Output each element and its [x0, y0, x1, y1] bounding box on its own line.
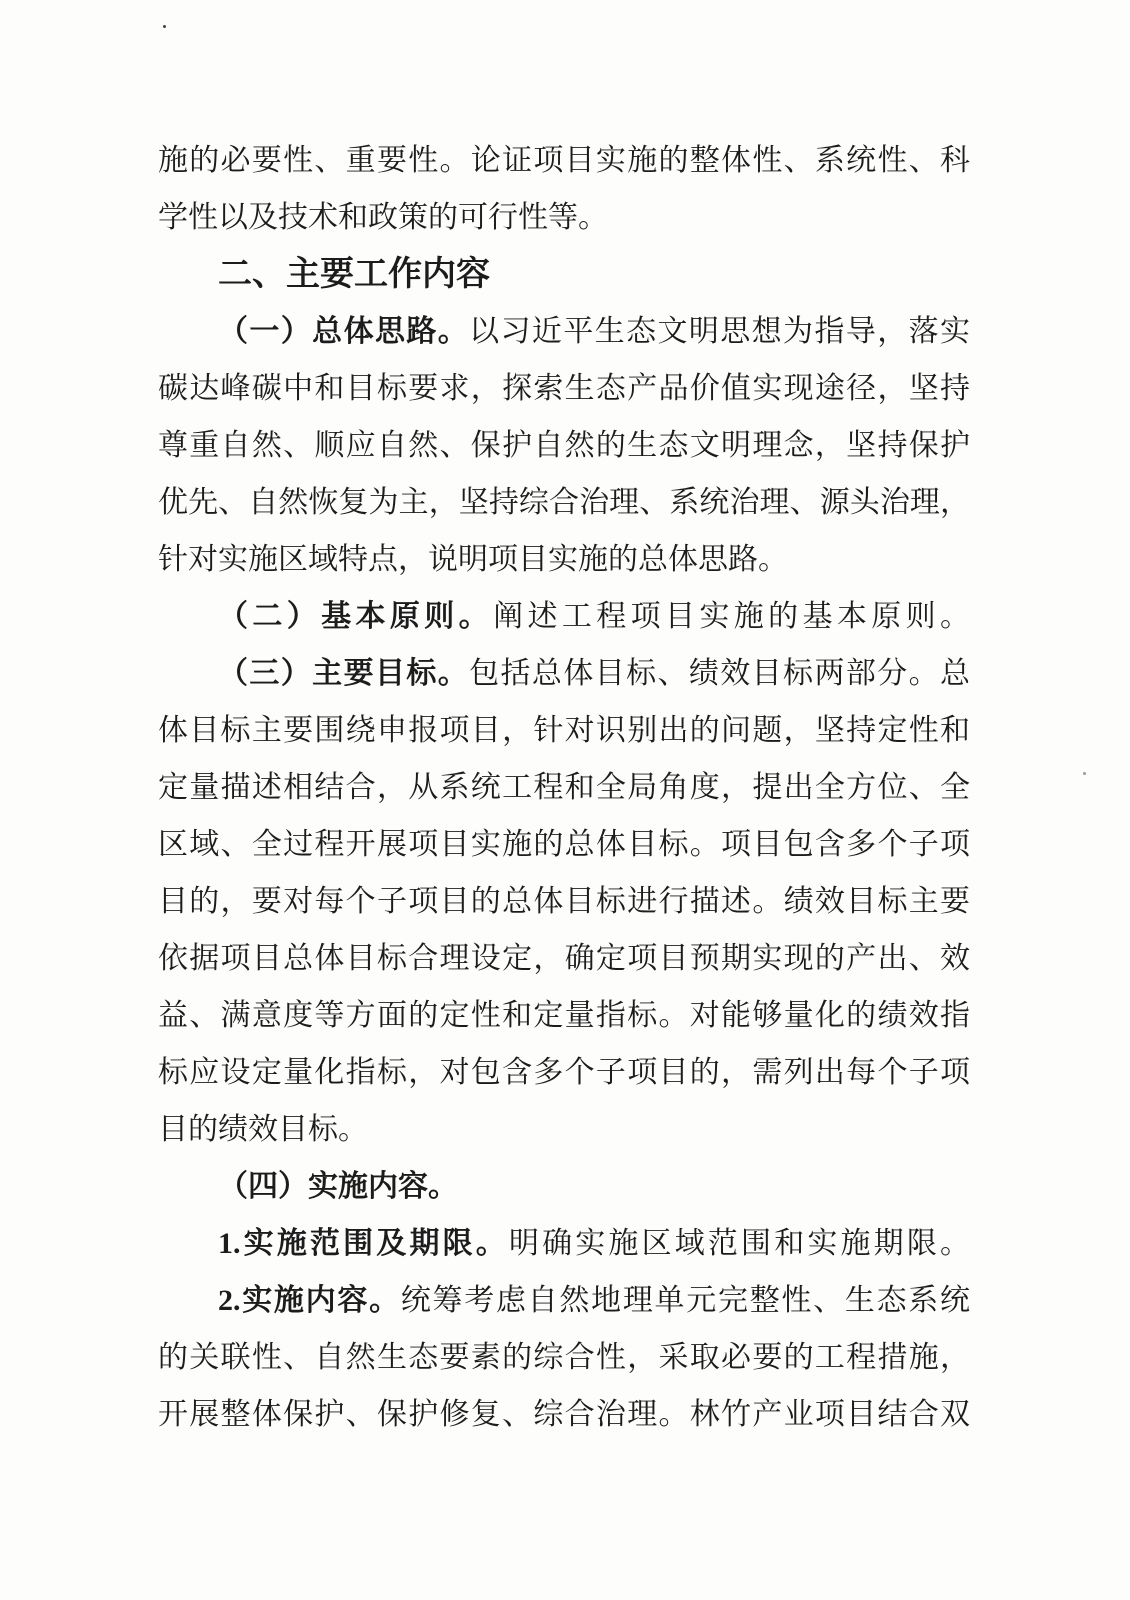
text-line [158, 360, 970, 417]
text-segment: 施的必要性、重要性。论证项目实施的整体性、系统性、科 [158, 144, 970, 177]
text-segment: 针对实施区域特点，说明项目实施的总体思路。 [158, 543, 788, 576]
text-line [158, 588, 970, 645]
scan-speck [163, 25, 166, 28]
text-segment: 尊重自然、顺应自然、保护自然的生态文明理念，坚持保护 [158, 429, 970, 462]
text-segment: 阐述工程项目实施的基本原则。 [493, 600, 971, 633]
bold-text-segment: 二、主要工作内容 [218, 255, 490, 293]
text-line [158, 1272, 970, 1329]
text-segment: 的关联性、自然生态要素的综合性，采取必要的工程措施， [158, 1341, 970, 1374]
text-line [158, 417, 970, 474]
text-segment: 开展整体保护、保护修复、综合治理。林竹产业项目结合双 [158, 1398, 970, 1431]
text-segment: 统筹考虑自然地理单元完整性、生态系统 [400, 1284, 971, 1317]
text-line [158, 1386, 970, 1443]
bold-text-segment: （一）总体思路。 [218, 315, 470, 348]
text-segment: 碳达峰碳中和目标要求，探索生态产品价值实现途径，坚持 [158, 372, 970, 405]
text-segment: 目的绩效目标。 [158, 1113, 368, 1146]
text-segment: 体目标主要围绕申报项目，针对识别出的问题，坚持定性和 [158, 714, 970, 747]
section-heading [158, 246, 970, 303]
text-line [158, 1158, 970, 1215]
text-line [158, 816, 970, 873]
scan-speck [1083, 772, 1086, 775]
text-line [158, 873, 970, 930]
text-line [158, 189, 970, 246]
text-block [158, 132, 970, 1443]
text-segment: 包括总体目标、绩效目标两部分。总 [469, 657, 971, 690]
text-segment: 区域、全过程开展项目实施的总体目标。项目包含多个子项 [158, 828, 970, 861]
text-line [158, 132, 970, 189]
text-line [158, 1101, 970, 1158]
bold-text-segment: 1.实施范围及期限。 [218, 1227, 509, 1260]
bold-text-segment: （三）主要目标。 [218, 657, 470, 690]
text-line [158, 531, 970, 588]
text-segment: 依据项目总体目标合理设定，确定项目预期实现的产出、效 [158, 942, 970, 975]
text-segment: 明确实施区域范围和实施期限。 [508, 1227, 971, 1260]
text-line [158, 1215, 970, 1272]
text-line [158, 702, 970, 759]
text-segment: 以习近平生态文明思想为指导，落实 [469, 315, 971, 348]
text-line [158, 474, 970, 531]
text-line [158, 1044, 970, 1101]
text-line [158, 645, 970, 702]
text-line [158, 930, 970, 987]
text-segment: 学性以及技术和政策的可行性等。 [158, 201, 608, 234]
text-segment: 益、满意度等方面的定性和定量指标。对能够量化的绩效指 [158, 999, 970, 1032]
text-line [158, 303, 970, 360]
bold-text-segment: （四）实施内容。 [218, 1170, 458, 1203]
text-line [158, 1329, 970, 1386]
text-line [158, 987, 970, 1044]
text-line [158, 759, 970, 816]
text-segment: 定量描述相结合，从系统工程和全局角度，提出全方位、全 [158, 771, 970, 804]
text-segment: 目的，要对每个子项目的总体目标进行描述。绩效目标主要 [158, 885, 970, 918]
text-segment: 优先、自然恢复为主，坚持综合治理、系统治理、源头治理， [158, 486, 970, 519]
bold-text-segment: （二）基本原则。 [218, 600, 494, 633]
text-segment: 标应设定量化指标，对包含多个子项目的，需列出每个子项 [158, 1056, 970, 1089]
bold-text-segment: 2.实施内容。 [218, 1284, 401, 1317]
